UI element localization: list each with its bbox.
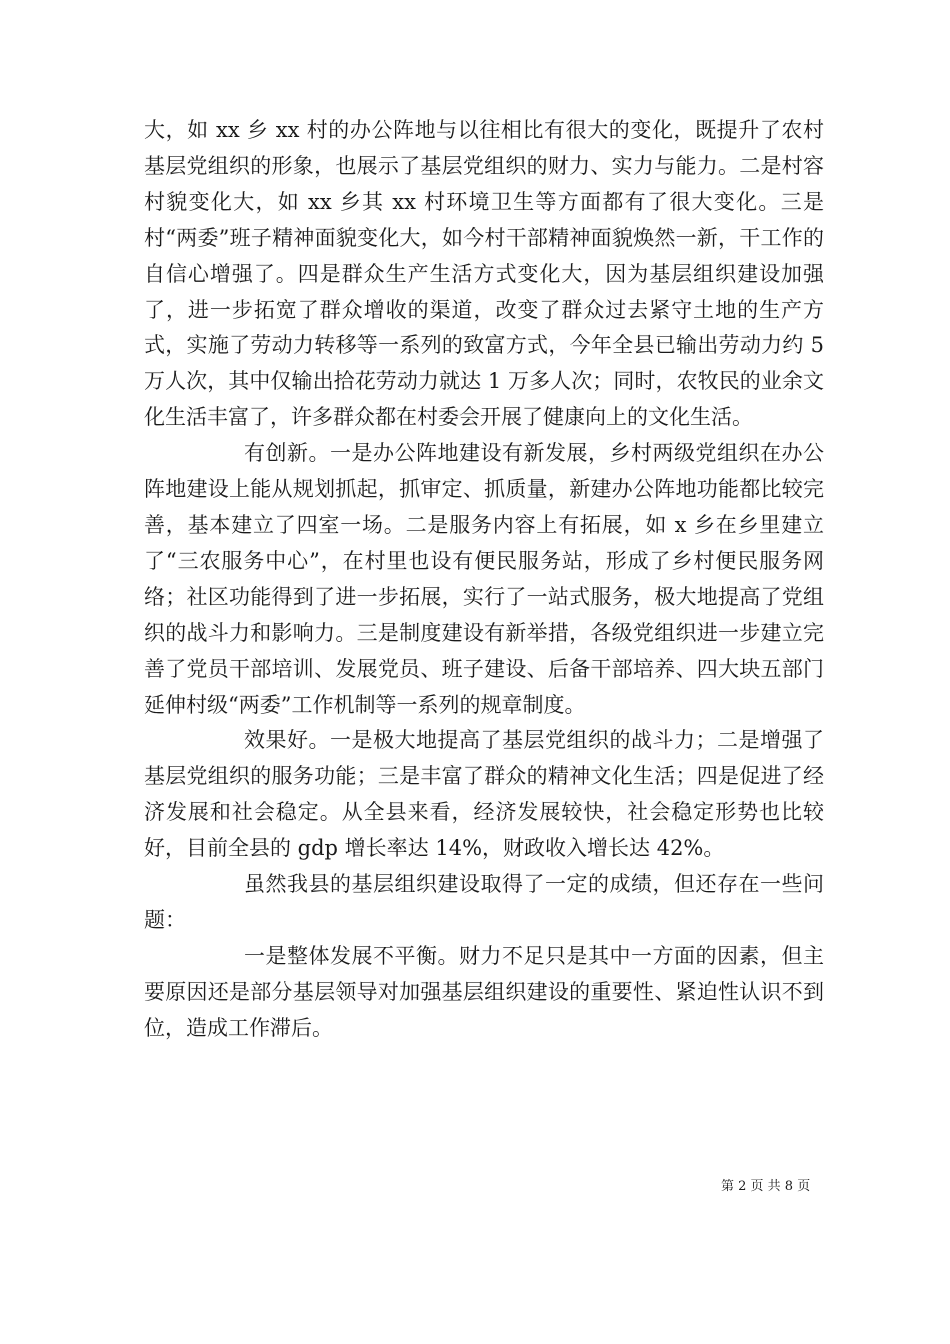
- document-body: [144, 113, 824, 1047]
- paragraph-results: 效果好。一是极大地提高了基层党组织的战斗力；二是增强了基层党组织的服务功能；三是丰富了群众的精神文化生活；四是促进了经济发展和社会稳定。从全县来看，经济发展较快，社会稳定形势也比较好，目前全县的 gdp 增长率达 14%，财政收入增长达 42%。: [144, 728, 824, 861]
- paragraph-problems-intro: 虽然我县的基层组织建设取得了一定的成绩，但还存在一些问题：: [144, 872, 824, 932]
- paragraph-innovation: 有创新。一是办公阵地建设有新发展，乡村两级党组织在办公阵地建设上能从规划抓起，抓审定、抓质量，新建办公阵地功能都比较完善，基本建立了四室一场。二是服务内容上有拓展，如 x 乡在乡里建立了“三农服务中心”，在村里也设有便民服务站，形成了乡村便民服务网络；社区功能得到了进一步拓展，实行了一站式服务，极大地提高了党组织的战斗力和影响力。三是制度建设有新举措，各级党组织进一步建立完善了党员干部培训、发展党员、班子建设、后备干部培养、四大块五部门延伸村级“两委”工作机制等一系列的规章制度。: [144, 441, 824, 717]
- paragraph-continued: 大，如 xx 乡 xx 村的办公阵地与以往相比有很大的变化，既提升了农村基层党组织的形象，也展示了基层党组织的财力、实力与能力。二是村容村貌变化大，如 xx 乡其 xx 村环境卫生等方面都有了很大变化。三是村“两委”班子精神面貌变化大，如今村干部精神面貌焕然一新，干工作的自信心增强了。四是群众生产生活方式变化大，因为基层组织建设加强了，进一步拓宽了群众增收的渠道，改变了群众过去紧守土地的生产方式，实施了劳动力转移等一系列的致富方式，今年全县已输出劳动力约 5 万人次，其中仅输出拾花劳动力就达 1 万多人次；同时，农牧民的业余文化生活丰富了，许多群众都在村委会开展了健康向上的文化生活。: [144, 118, 824, 430]
- paragraph-problem-one: 一是整体发展不平衡。财力不足只是其中一方面的因素，但主要原因还是部分基层领导对加强基层组织建设的重要性、紧迫性认识不到位，造成工作滞后。: [144, 943, 824, 1040]
- page-number: 第 2 页 共 8 页: [721, 1179, 811, 1194]
